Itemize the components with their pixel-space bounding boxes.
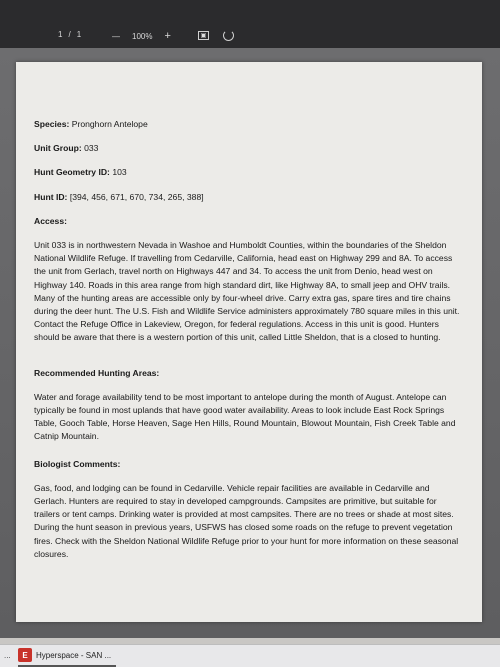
fit-page-icon[interactable]: ▣ xyxy=(198,31,209,40)
hunt-geometry-label: Hunt Geometry ID: xyxy=(34,167,110,178)
biologist-heading: Biologist Comments: xyxy=(34,458,121,469)
unit-group-field xyxy=(34,142,464,155)
unit-group-label: Unit Group: xyxy=(34,143,82,154)
page-total: 1 xyxy=(76,30,82,39)
page-indicator xyxy=(58,30,81,39)
species-value: Pronghorn Antelope xyxy=(71,119,148,129)
hunt-geometry-value: 103 xyxy=(112,167,127,178)
zoom-level[interactable]: 100% xyxy=(132,31,153,41)
species-label: Species: xyxy=(34,119,70,129)
species-field xyxy=(34,118,464,131)
zoom-controls xyxy=(112,30,171,42)
hyperspace-app-icon: E xyxy=(18,648,32,662)
hunt-id-field xyxy=(34,191,464,204)
taskbar-app-hyperspace[interactable] xyxy=(18,648,111,662)
hunt-geometry-field xyxy=(34,166,464,179)
zoom-in-button[interactable]: + xyxy=(164,30,171,42)
taskbar-app-label: Hyperspace - SAN ... xyxy=(36,650,112,660)
rotate-icon[interactable] xyxy=(223,30,234,41)
hunt-id-label: Hunt ID: xyxy=(34,191,68,202)
page-content xyxy=(34,118,464,575)
taskbar-overflow[interactable]: ... xyxy=(4,651,11,660)
zoom-out-button[interactable]: — xyxy=(112,31,120,41)
page-separator: / xyxy=(68,30,71,39)
pdf-page xyxy=(16,62,482,622)
access-heading: Access: xyxy=(34,215,67,226)
taskbar xyxy=(0,644,500,667)
page-current[interactable]: 1 xyxy=(58,30,63,39)
unit-group-value: 033 xyxy=(84,143,99,154)
recommended-paragraph: Water and forage availability tend to be most important to antelope during the month of August. Antelope can typically be found in most uplands that have good water availability. Areas to look include East Rock Springs Table, Gooch Table, Horse Heaven, Sage Hen Hills, Round Mountain, Blowout Mountain, Fish Creek Table and Catnip Mountain. xyxy=(34,391,456,442)
recommended-heading: Recommended Hunting Areas: xyxy=(34,367,160,378)
biologist-paragraph: Gas, food, and lodging can be found in Cedarville. Vehicle repair facilities are available in Cedarville and Gerlach. Hunters are required to stay in developed campgrounds. Campsites are primitive, but suitable for trailers or tent camps. Drinking water is provided at most campsites. There are no trees or shade at most sites. During the hunt season in previous years, USFWS has closed some roads on the refuge to prevent vegetation fires. Check with the Sheldon National Wildlife Refuge prior to your hunt for more information on these seasonal closures. xyxy=(34,482,459,559)
pdf-toolbar xyxy=(0,0,500,48)
hunt-id-value: [394, 456, 671, 670, 734, 265, 388] xyxy=(69,191,204,202)
view-controls xyxy=(198,30,234,41)
access-paragraph: Unit 033 is in northwestern Nevada in Washoe and Humboldt Counties, within the boundaries of the Sheldon National Wildlife Refuge. If travelling from Cedarville, California, head east on Highway 299 and 8A. To access the unit from Gerlach, travel north on Highways 447 and 34. To access the unit from Denio, head west on Highway 140. Roads in this area range from high standard dirt, like Highway 8A, to small jeep and OHV trails. Many of the hunting areas are accessible only by four-wheel drive. Carry extra gas, spare tires and tire chains during the deer hunt. The U.S. Fish and Wildlife Service administers approximately 780 square miles in this unit. Contact the Refuge Office in Lakeview, Oregon, for federal regulations. Access in this unit is good. Hunters should be aware that there is a western portion of this unit, called Little Sheldon, that is a closed to hunting. xyxy=(34,240,460,343)
